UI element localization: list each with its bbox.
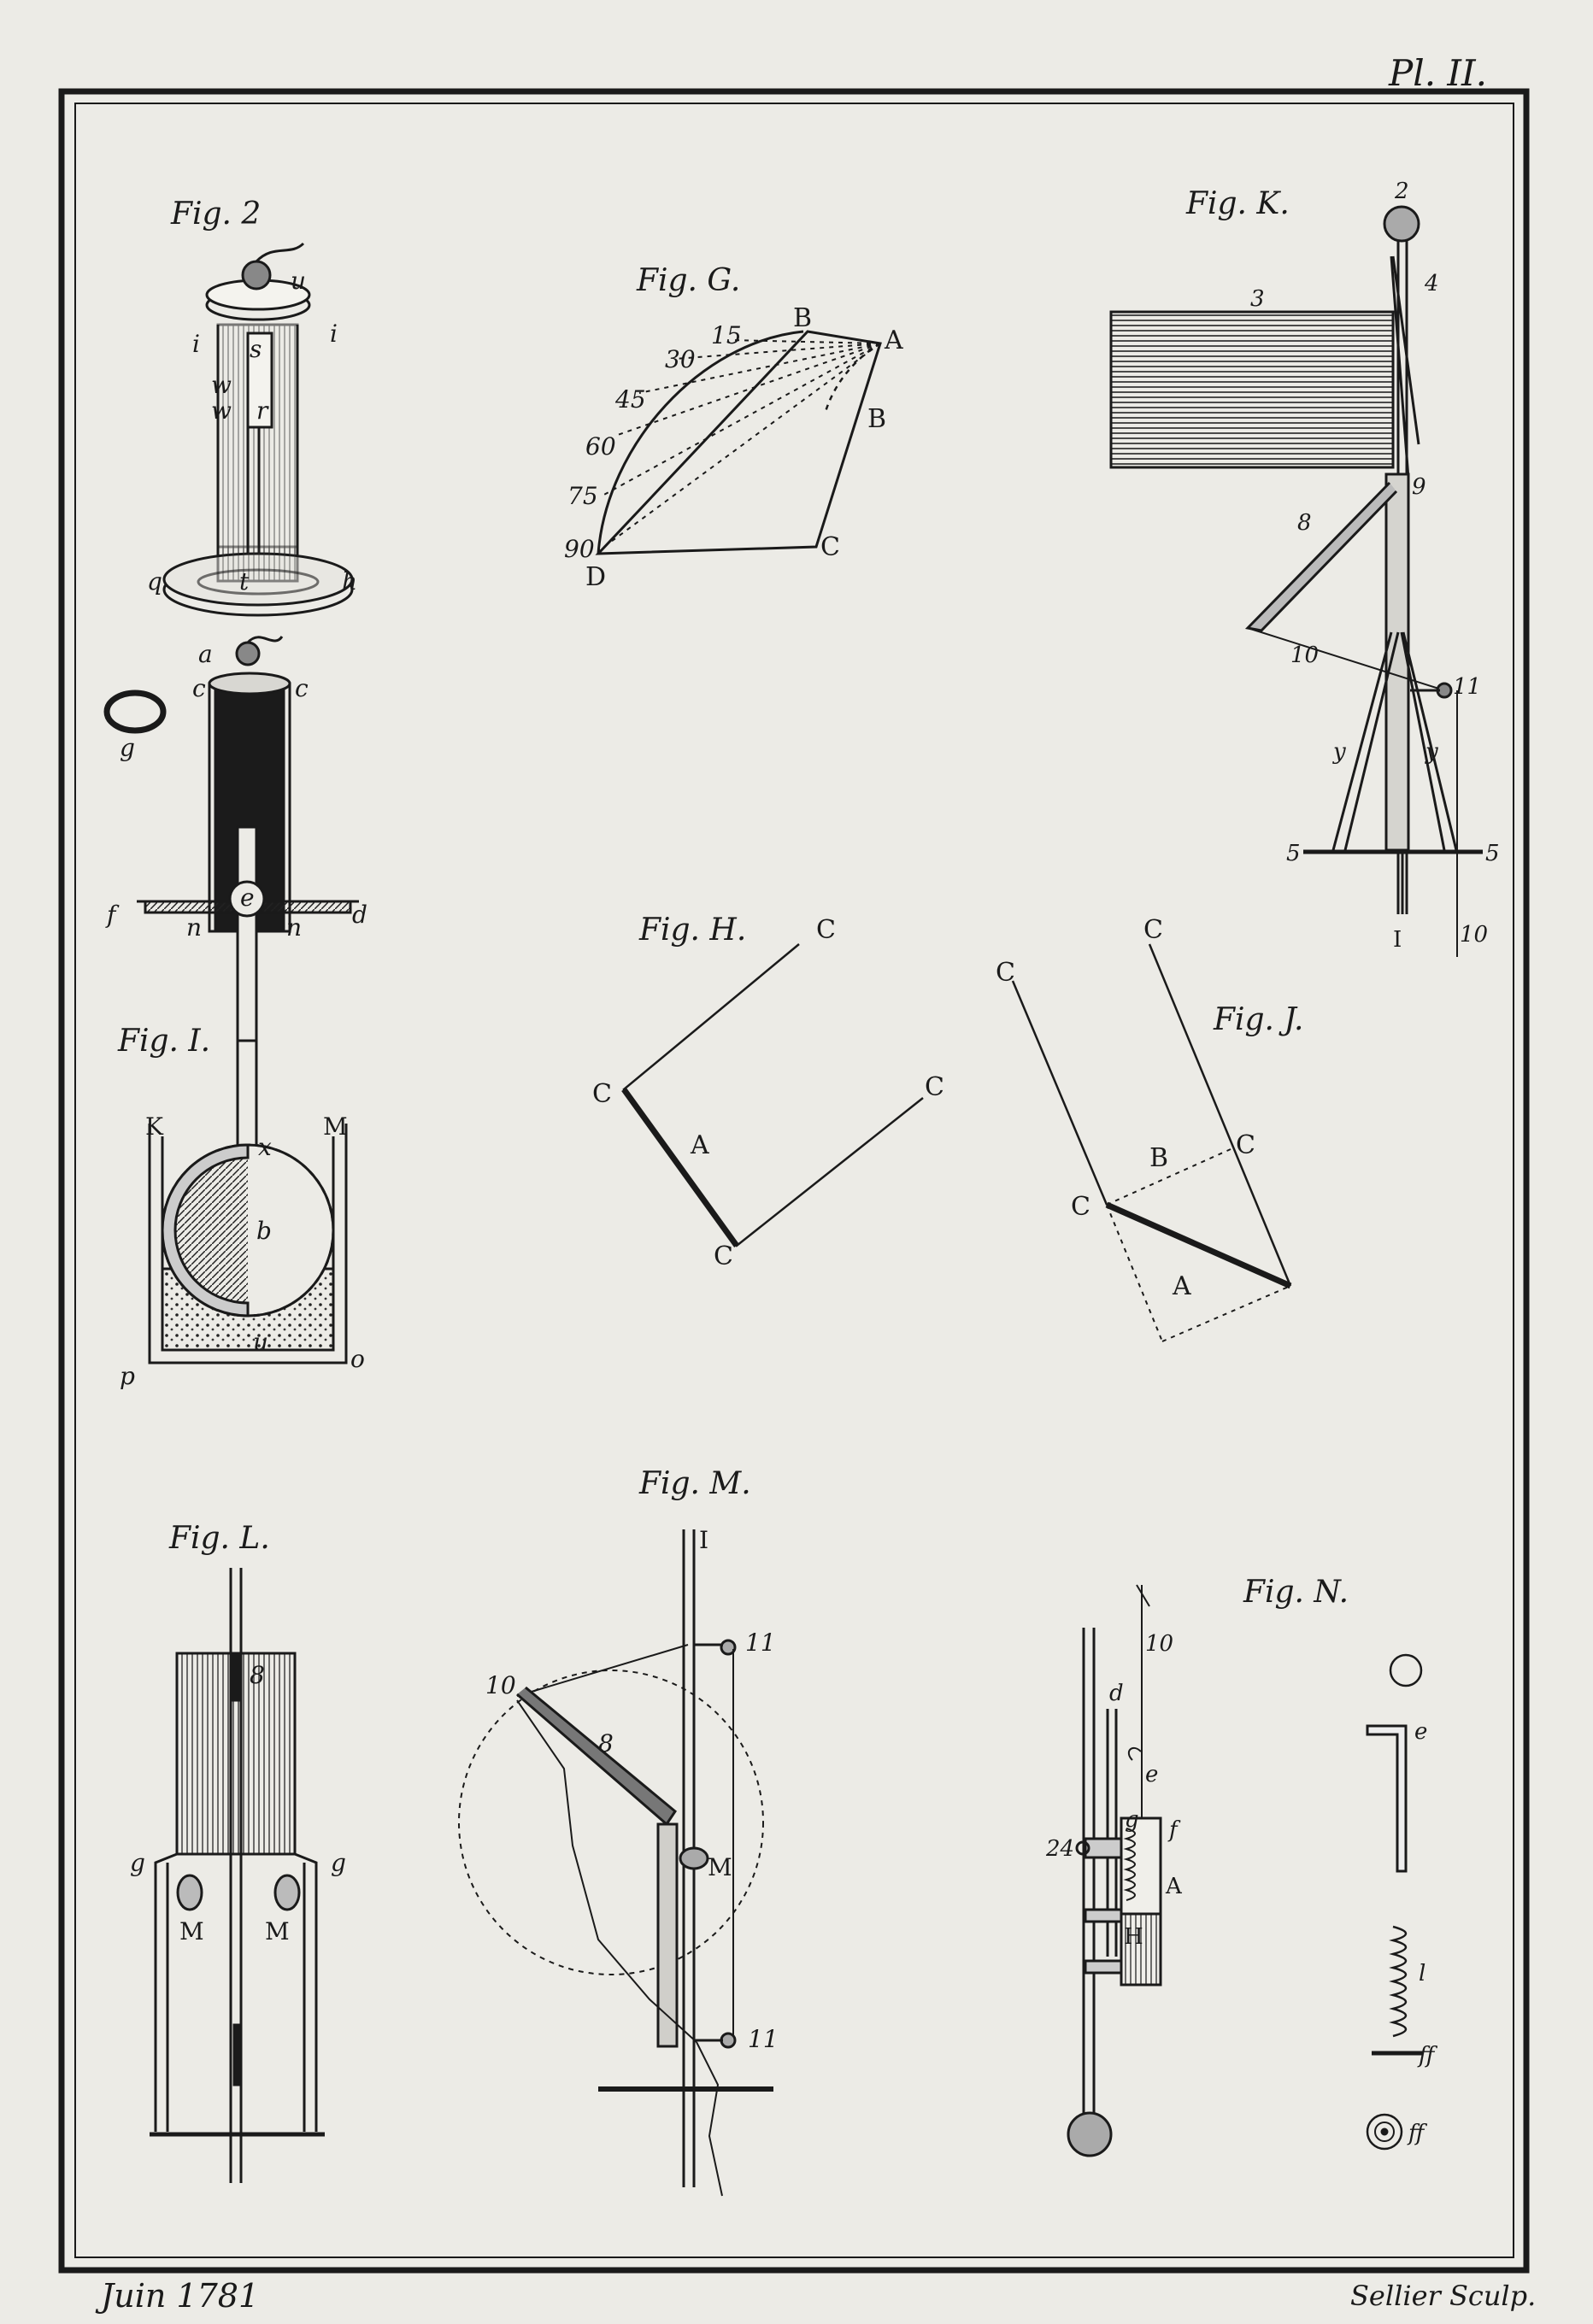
svg-text:B: B: [793, 303, 813, 333]
fig-1-title: Fig. I.: [118, 1024, 211, 1059]
svg-text:a: a: [198, 640, 213, 668]
svg-text:5: 5: [1485, 841, 1500, 866]
fig-2-title: Fig. 2: [171, 197, 262, 232]
svg-text:45: 45: [615, 385, 646, 414]
svg-text:10: 10: [1145, 1631, 1174, 1657]
svg-text:K: K: [145, 1112, 163, 1141]
svg-text:s: s: [250, 335, 262, 363]
svg-text:y: y: [1425, 739, 1438, 765]
svg-text:i: i: [192, 330, 200, 358]
svg-text:e: e: [240, 883, 255, 912]
fig-m-apparatus: [459, 1466, 773, 2196]
svg-text:8: 8: [1297, 510, 1312, 536]
svg-text:u: u: [291, 267, 307, 295]
svg-text:C: C: [1236, 1130, 1255, 1160]
fig-l-apparatus: [150, 1521, 325, 2183]
svg-text:x: x: [258, 1133, 272, 1161]
svg-text:c: c: [295, 674, 309, 702]
svg-text:C: C: [1143, 915, 1163, 945]
svg-text:C: C: [592, 1079, 612, 1109]
svg-text:y: y: [1333, 739, 1346, 765]
svg-text:9: 9: [1412, 474, 1426, 500]
svg-text:h: h: [342, 567, 358, 596]
svg-text:8: 8: [250, 1661, 265, 1689]
svg-text:n: n: [186, 913, 203, 942]
svg-text:11: 11: [745, 1629, 776, 1657]
svg-text:B: B: [867, 404, 887, 434]
svg-text:r: r: [256, 396, 268, 425]
fig-m-title: Fig. M.: [639, 1466, 751, 1501]
svg-text:75: 75: [567, 482, 598, 510]
fig-j-title: Fig. J.: [1214, 1002, 1304, 1037]
svg-text:M: M: [265, 1917, 290, 1945]
svg-text:g: g: [130, 1849, 145, 1877]
svg-text:c: c: [192, 674, 206, 702]
svg-text:e: e: [1145, 1762, 1159, 1787]
svg-text:D: D: [585, 562, 607, 592]
svg-text:C: C: [1071, 1192, 1090, 1222]
svg-text:11: 11: [748, 2025, 779, 2053]
svg-text:A: A: [691, 1130, 709, 1160]
svg-text:H: H: [1124, 1924, 1143, 1950]
fig-g-title: Fig. G.: [637, 263, 741, 298]
svg-text:f: f: [107, 901, 116, 929]
svg-text:I: I: [699, 1526, 709, 1554]
svg-text:g: g: [331, 1849, 346, 1877]
svg-text:C: C: [714, 1241, 733, 1271]
svg-text:24: 24: [1046, 1836, 1075, 1862]
svg-text:f: f: [1169, 1817, 1178, 1843]
fig-h-diagram: [624, 913, 923, 1246]
svg-text:i: i: [330, 320, 338, 348]
fig-n-letters: [1045, 1631, 1438, 2146]
svg-text:g: g: [120, 734, 135, 762]
engraving-date: Juin 1781: [101, 2277, 260, 2315]
svg-text:M: M: [323, 1112, 348, 1141]
svg-text:15: 15: [711, 321, 742, 349]
fig-l-title: Fig. L.: [169, 1521, 270, 1556]
svg-text:t: t: [239, 567, 250, 596]
svg-text:A: A: [885, 326, 903, 355]
svg-text:w: w: [211, 371, 232, 399]
svg-text:g: g: [1125, 1807, 1139, 1833]
svg-text:11: 11: [1453, 674, 1482, 700]
svg-text:I: I: [1393, 927, 1402, 953]
svg-text:10: 10: [1290, 643, 1320, 668]
svg-text:4: 4: [1425, 271, 1439, 296]
svg-text:p: p: [120, 1362, 135, 1390]
svg-text:ff: ff: [1419, 2043, 1435, 2069]
svg-text:A: A: [1173, 1271, 1191, 1301]
svg-text:C: C: [925, 1072, 944, 1102]
svg-text:C: C: [820, 532, 840, 562]
svg-text:10: 10: [1460, 922, 1489, 948]
svg-text:q: q: [147, 567, 162, 596]
svg-text:B: B: [1149, 1143, 1169, 1173]
svg-text:d: d: [352, 901, 367, 929]
svg-text:8: 8: [598, 1729, 614, 1758]
engraver-signature: Sellier Sculp.: [1350, 2280, 1537, 2312]
svg-text:ff: ff: [1408, 2121, 1425, 2146]
svg-text:90: 90: [564, 535, 595, 563]
svg-text:M: M: [708, 1853, 732, 1881]
fig-n-apparatus: [1068, 1575, 1426, 2156]
svg-text:u: u: [253, 1328, 269, 1356]
svg-text:5: 5: [1286, 841, 1301, 866]
svg-text:3: 3: [1250, 286, 1265, 312]
svg-text:o: o: [350, 1345, 365, 1373]
svg-text:b: b: [256, 1217, 272, 1245]
svg-text:w: w: [211, 396, 232, 425]
plate-number: Pl. II.: [1389, 52, 1487, 94]
svg-text:e: e: [1414, 1719, 1428, 1745]
svg-text:10: 10: [485, 1671, 516, 1699]
fig-n-title: Fig. N.: [1243, 1575, 1349, 1610]
fig-k-letters: [1250, 179, 1500, 953]
svg-text:d: d: [1109, 1681, 1124, 1706]
svg-text:C: C: [816, 915, 836, 945]
svg-text:n: n: [286, 913, 303, 942]
svg-text:C: C: [996, 958, 1015, 988]
fig-h-title: Fig. H.: [639, 913, 747, 948]
svg-text:30: 30: [665, 345, 696, 373]
svg-text:A: A: [1166, 1874, 1182, 1899]
svg-text:60: 60: [585, 432, 616, 461]
svg-text:2: 2: [1395, 179, 1409, 204]
fig-1-apparatus: [107, 637, 359, 1363]
svg-text:l: l: [1419, 1961, 1426, 1987]
svg-text:M: M: [179, 1917, 204, 1945]
fig-k-title: Fig. K.: [1186, 186, 1290, 221]
